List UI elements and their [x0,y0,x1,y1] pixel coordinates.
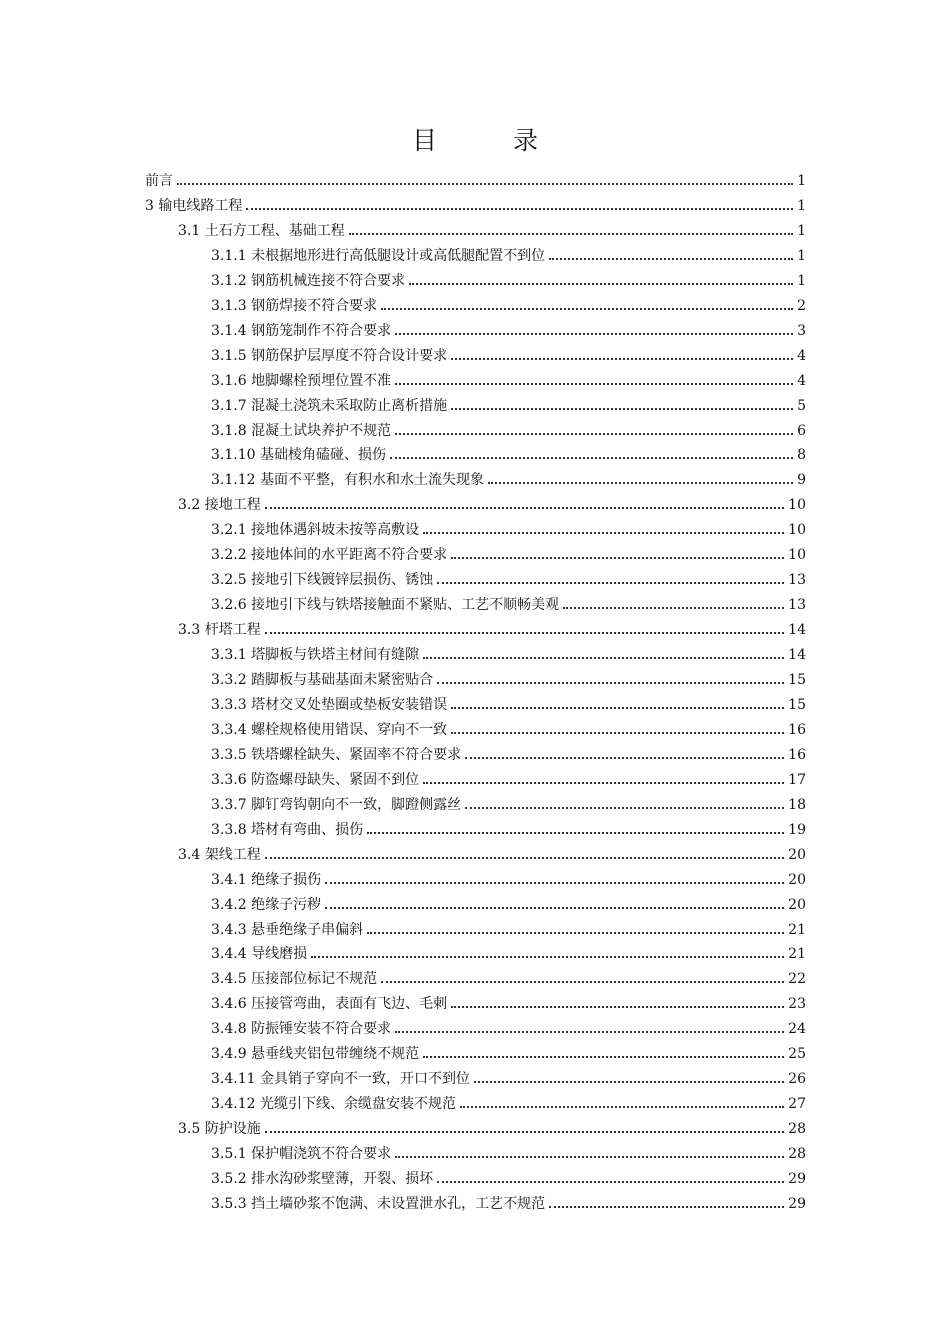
toc-entry-label: 3.5.2 排水沟砂浆壁薄，开裂、损坏 [211,1171,434,1187]
toc-entry[interactable] [211,1189,806,1213]
toc-dot-leader [437,582,784,584]
toc-entry-label: 3.2.1 接地体遇斜坡未按等高敷设 [211,522,420,538]
toc-entry-page-number: 2 [797,298,806,314]
toc-entry-page-number: 1 [797,223,806,239]
toc-dot-leader [451,707,784,709]
toc-dot-leader [381,308,793,310]
toc-entry-label: 3.1.3 钢筋焊接不符合要求 [211,298,378,314]
toc-entry-label: 3.1.7 混凝土浇筑未采取防止离析措施 [211,398,448,414]
toc-entry[interactable] [145,191,806,215]
toc-entry-page-number: 21 [788,946,806,962]
toc-entry-page-number: 25 [788,1046,806,1062]
toc-entry-page-number: 4 [797,348,806,364]
toc-entry-page-number: 15 [788,697,806,713]
toc-entry-label: 3 输电线路工程 [145,198,243,214]
toc-entry[interactable] [211,316,806,340]
toc-entry[interactable] [211,1039,806,1063]
toc-entry[interactable] [211,939,806,963]
toc-dot-leader [395,433,793,435]
toc-entry[interactable] [211,740,806,764]
toc-entry-page-number: 8 [797,447,806,463]
toc-entry-page-number: 26 [788,1071,806,1087]
toc-entry-page-number: 10 [788,547,806,563]
toc-dot-leader [423,657,784,659]
toc-entry-page-number: 20 [788,872,806,888]
toc-entry-page-number: 5 [797,398,806,414]
toc-entry[interactable] [211,964,806,988]
toc-entry-label: 3.1.6 地脚螺栓预埋位置不准 [211,373,392,389]
toc-entry-label: 3.5 防护设施 [178,1121,261,1137]
toc-entry-label: 3.4.4 导线磨损 [211,946,308,962]
toc-entry-page-number: 18 [788,797,806,813]
toc-dot-leader [367,832,784,834]
toc-entry[interactable] [211,765,806,789]
toc-entry[interactable] [211,715,806,739]
toc-entry-page-number: 29 [788,1171,806,1187]
toc-dot-leader [395,1031,784,1033]
toc-dot-leader [395,1156,784,1158]
toc-entry[interactable] [211,515,806,539]
toc-entry-label: 3.3.2 踏脚板与基础基面未紧密贴合 [211,672,434,688]
toc-entry[interactable] [211,1064,806,1088]
toc-entry-page-number: 22 [788,971,806,987]
toc-dot-leader [465,757,784,759]
toc-entry-label: 前言 [145,173,173,189]
toc-entry-label: 3.3.4 螺栓规格使用错误、穿向不一致 [211,722,448,738]
toc-entry[interactable] [211,1164,806,1188]
toc-entry[interactable] [145,166,806,190]
toc-dot-leader [451,557,784,559]
toc-entry-page-number: 21 [788,922,806,938]
toc-dot-leader [395,383,793,385]
toc-entry-label: 3.1.4 钢筋笼制作不符合要求 [211,323,392,339]
toc-entry[interactable] [211,665,806,689]
toc-entry[interactable] [211,366,806,390]
toc-entry-page-number: 10 [788,522,806,538]
toc-entry-label: 3.1.12 基面不平整，有积水和水土流失现象 [211,472,484,488]
toc-entry-label: 3.2 接地工程 [178,497,261,513]
toc-entry-page-number: 17 [788,772,806,788]
toc-dot-leader [325,907,784,909]
toc-entry-page-number: 3 [797,323,806,339]
toc-entry-page-number: 14 [788,647,806,663]
toc-dot-leader [549,258,793,260]
toc-entry[interactable] [211,266,806,290]
toc-dot-leader [451,358,793,360]
toc-entry-label: 3.5.3 挡土墙砂浆不饱满、未设置泄水孔，工艺不规范 [211,1196,546,1212]
toc-entry-label: 3.1.2 钢筋机械连接不符合要求 [211,273,406,289]
toc-dot-leader [265,857,784,859]
toc-entry-label: 3.4.8 防振锤安装不符合要求 [211,1021,392,1037]
toc-entry-label: 3.4.1 绝缘子损伤 [211,872,322,888]
toc-entry-label: 3.2.2 接地体间的水平距离不符合要求 [211,547,448,563]
toc-entry-label: 3.4.12 光缆引下线、余缆盘安装不规范 [211,1096,456,1112]
toc-entry[interactable] [211,890,806,914]
toc-dot-leader [395,333,793,335]
toc-entry-page-number: 1 [797,248,806,264]
toc-entry-page-number: 20 [788,897,806,913]
toc-entry-page-number: 10 [788,497,806,513]
toc-dot-leader [265,632,784,634]
toc-entry-page-number: 19 [788,822,806,838]
toc-entry[interactable] [211,989,806,1013]
toc-entry[interactable] [178,1114,806,1138]
toc-entry[interactable] [211,1089,806,1113]
toc-dot-leader [549,1206,784,1208]
toc-entry[interactable] [211,416,806,440]
toc-entry-label: 3.1.8 混凝土试块养护不规范 [211,423,392,439]
toc-entry-label: 3.1.5 钢筋保护层厚度不符合设计要求 [211,348,448,364]
toc-entry-page-number: 16 [788,722,806,738]
toc-entry[interactable] [211,690,806,714]
toc-entry-page-number: 14 [788,622,806,638]
toc-entry-page-number: 13 [788,572,806,588]
toc-entry[interactable] [211,465,806,489]
toc-entry-page-number: 4 [797,373,806,389]
toc-entry-label: 3.4.9 悬垂线夹铝包带缠绕不规范 [211,1046,420,1062]
page-title: 目 录 [412,126,572,155]
toc-dot-leader [437,1181,784,1183]
toc-entry-label: 3.4 架线工程 [178,847,261,863]
toc-dot-leader [563,607,784,609]
toc-entry-label: 3.1.1 未根据地形进行高低腿设计或高低腿配置不到位 [211,248,546,264]
toc-entry-label: 3.1.10 基础棱角磕碰、损伤 [211,447,386,463]
toc-entry-label: 3.3.8 塔材有弯曲、损伤 [211,822,364,838]
toc-entry-label: 3.5.1 保护帽浇筑不符合要求 [211,1146,392,1162]
toc-entry-label: 3.4.5 压接部位标记不规范 [211,971,378,987]
toc-entry[interactable] [178,840,806,864]
toc-dot-leader [423,1056,784,1058]
toc-entry[interactable] [211,590,806,614]
toc-dot-leader [325,882,784,884]
toc-entry-label: 3.1 土石方工程、基础工程 [178,223,345,239]
toc-entry-page-number: 27 [788,1096,806,1112]
toc-entry[interactable] [211,1139,806,1163]
toc-entry[interactable] [211,640,806,664]
toc-entry-page-number: 16 [788,747,806,763]
toc-dot-leader [311,956,784,958]
toc-entry[interactable] [211,1014,806,1038]
toc-entry[interactable] [178,615,806,639]
toc-entry-label: 3.3 杆塔工程 [178,622,261,638]
toc-entry-label: 3.4.11 金具销子穿向不一致，开口不到位 [211,1071,470,1087]
toc-entry[interactable] [211,440,806,464]
toc-entry[interactable] [211,865,806,889]
toc-dot-leader [265,507,784,509]
toc-entry[interactable] [211,540,806,564]
toc-dot-leader [474,1081,784,1083]
toc-entry-page-number: 15 [788,672,806,688]
toc-dot-leader [451,1006,784,1008]
toc-entry[interactable] [211,341,806,365]
toc-dot-leader [265,1131,784,1133]
toc-dot-leader [409,283,793,285]
toc-entry[interactable] [211,241,806,265]
toc-entry-label: 3.4.6 压接管弯曲，表面有飞边、毛刺 [211,996,448,1012]
toc-dot-leader [460,1106,784,1108]
toc-dot-leader [367,932,784,934]
toc-entry-page-number: 9 [797,472,806,488]
toc-entry-page-number: 24 [788,1021,806,1037]
toc-entry-label: 3.2.6 接地引下线与铁塔接触面不紧贴、工艺不顺畅美观 [211,597,560,613]
toc-entry-page-number: 1 [797,198,806,214]
toc-entry-page-number: 6 [797,423,806,439]
toc-entry-label: 3.4.2 绝缘子污秽 [211,897,322,913]
toc-dot-leader [177,183,793,185]
toc-entry-page-number: 28 [788,1121,806,1137]
toc-entry-page-number: 23 [788,996,806,1012]
toc-dot-leader [423,782,784,784]
toc-dot-leader [488,482,793,484]
toc-entry-label: 3.3.5 铁塔螺栓缺失、紧固率不符合要求 [211,747,462,763]
toc-entry-page-number: 29 [788,1196,806,1212]
toc-entry-page-number: 1 [797,173,806,189]
toc-dot-leader [451,408,793,410]
toc-dot-leader [381,981,784,983]
toc-entry-page-number: 28 [788,1146,806,1162]
toc-entry[interactable] [211,815,806,839]
toc-dot-leader [465,807,784,809]
toc-dot-leader [349,233,793,235]
toc-dot-leader [451,732,784,734]
toc-dot-leader [246,208,793,210]
toc-entry[interactable] [211,915,806,939]
toc-entry-label: 3.2.5 接地引下线镀锌层损伤、锈蚀 [211,572,434,588]
toc-entry[interactable] [211,291,806,315]
toc-entry-page-number: 1 [797,273,806,289]
toc-entry[interactable] [211,790,806,814]
toc-entry[interactable] [178,216,806,240]
toc-entry-label: 3.3.3 塔材交叉处垫圈或垫板安装错误 [211,697,448,713]
toc-entry-label: 3.3.6 防盗螺母缺失、紧固不到位 [211,772,420,788]
toc-entry[interactable] [178,490,806,514]
toc-dot-leader [390,457,793,459]
toc-entry-label: 3.3.1 塔脚板与铁塔主材间有缝隙 [211,647,420,663]
toc-dot-leader [423,532,784,534]
toc-entry-page-number: 13 [788,597,806,613]
toc-dot-leader [437,682,784,684]
toc-entry[interactable] [211,565,806,589]
toc-entry-label: 3.4.3 悬垂绝缘子串偏斜 [211,922,364,938]
toc-entry-page-number: 20 [788,847,806,863]
toc-entry[interactable] [211,391,806,415]
toc-entry-label: 3.3.7 脚钉弯钩朝向不一致，脚蹬侧露丝 [211,797,462,813]
